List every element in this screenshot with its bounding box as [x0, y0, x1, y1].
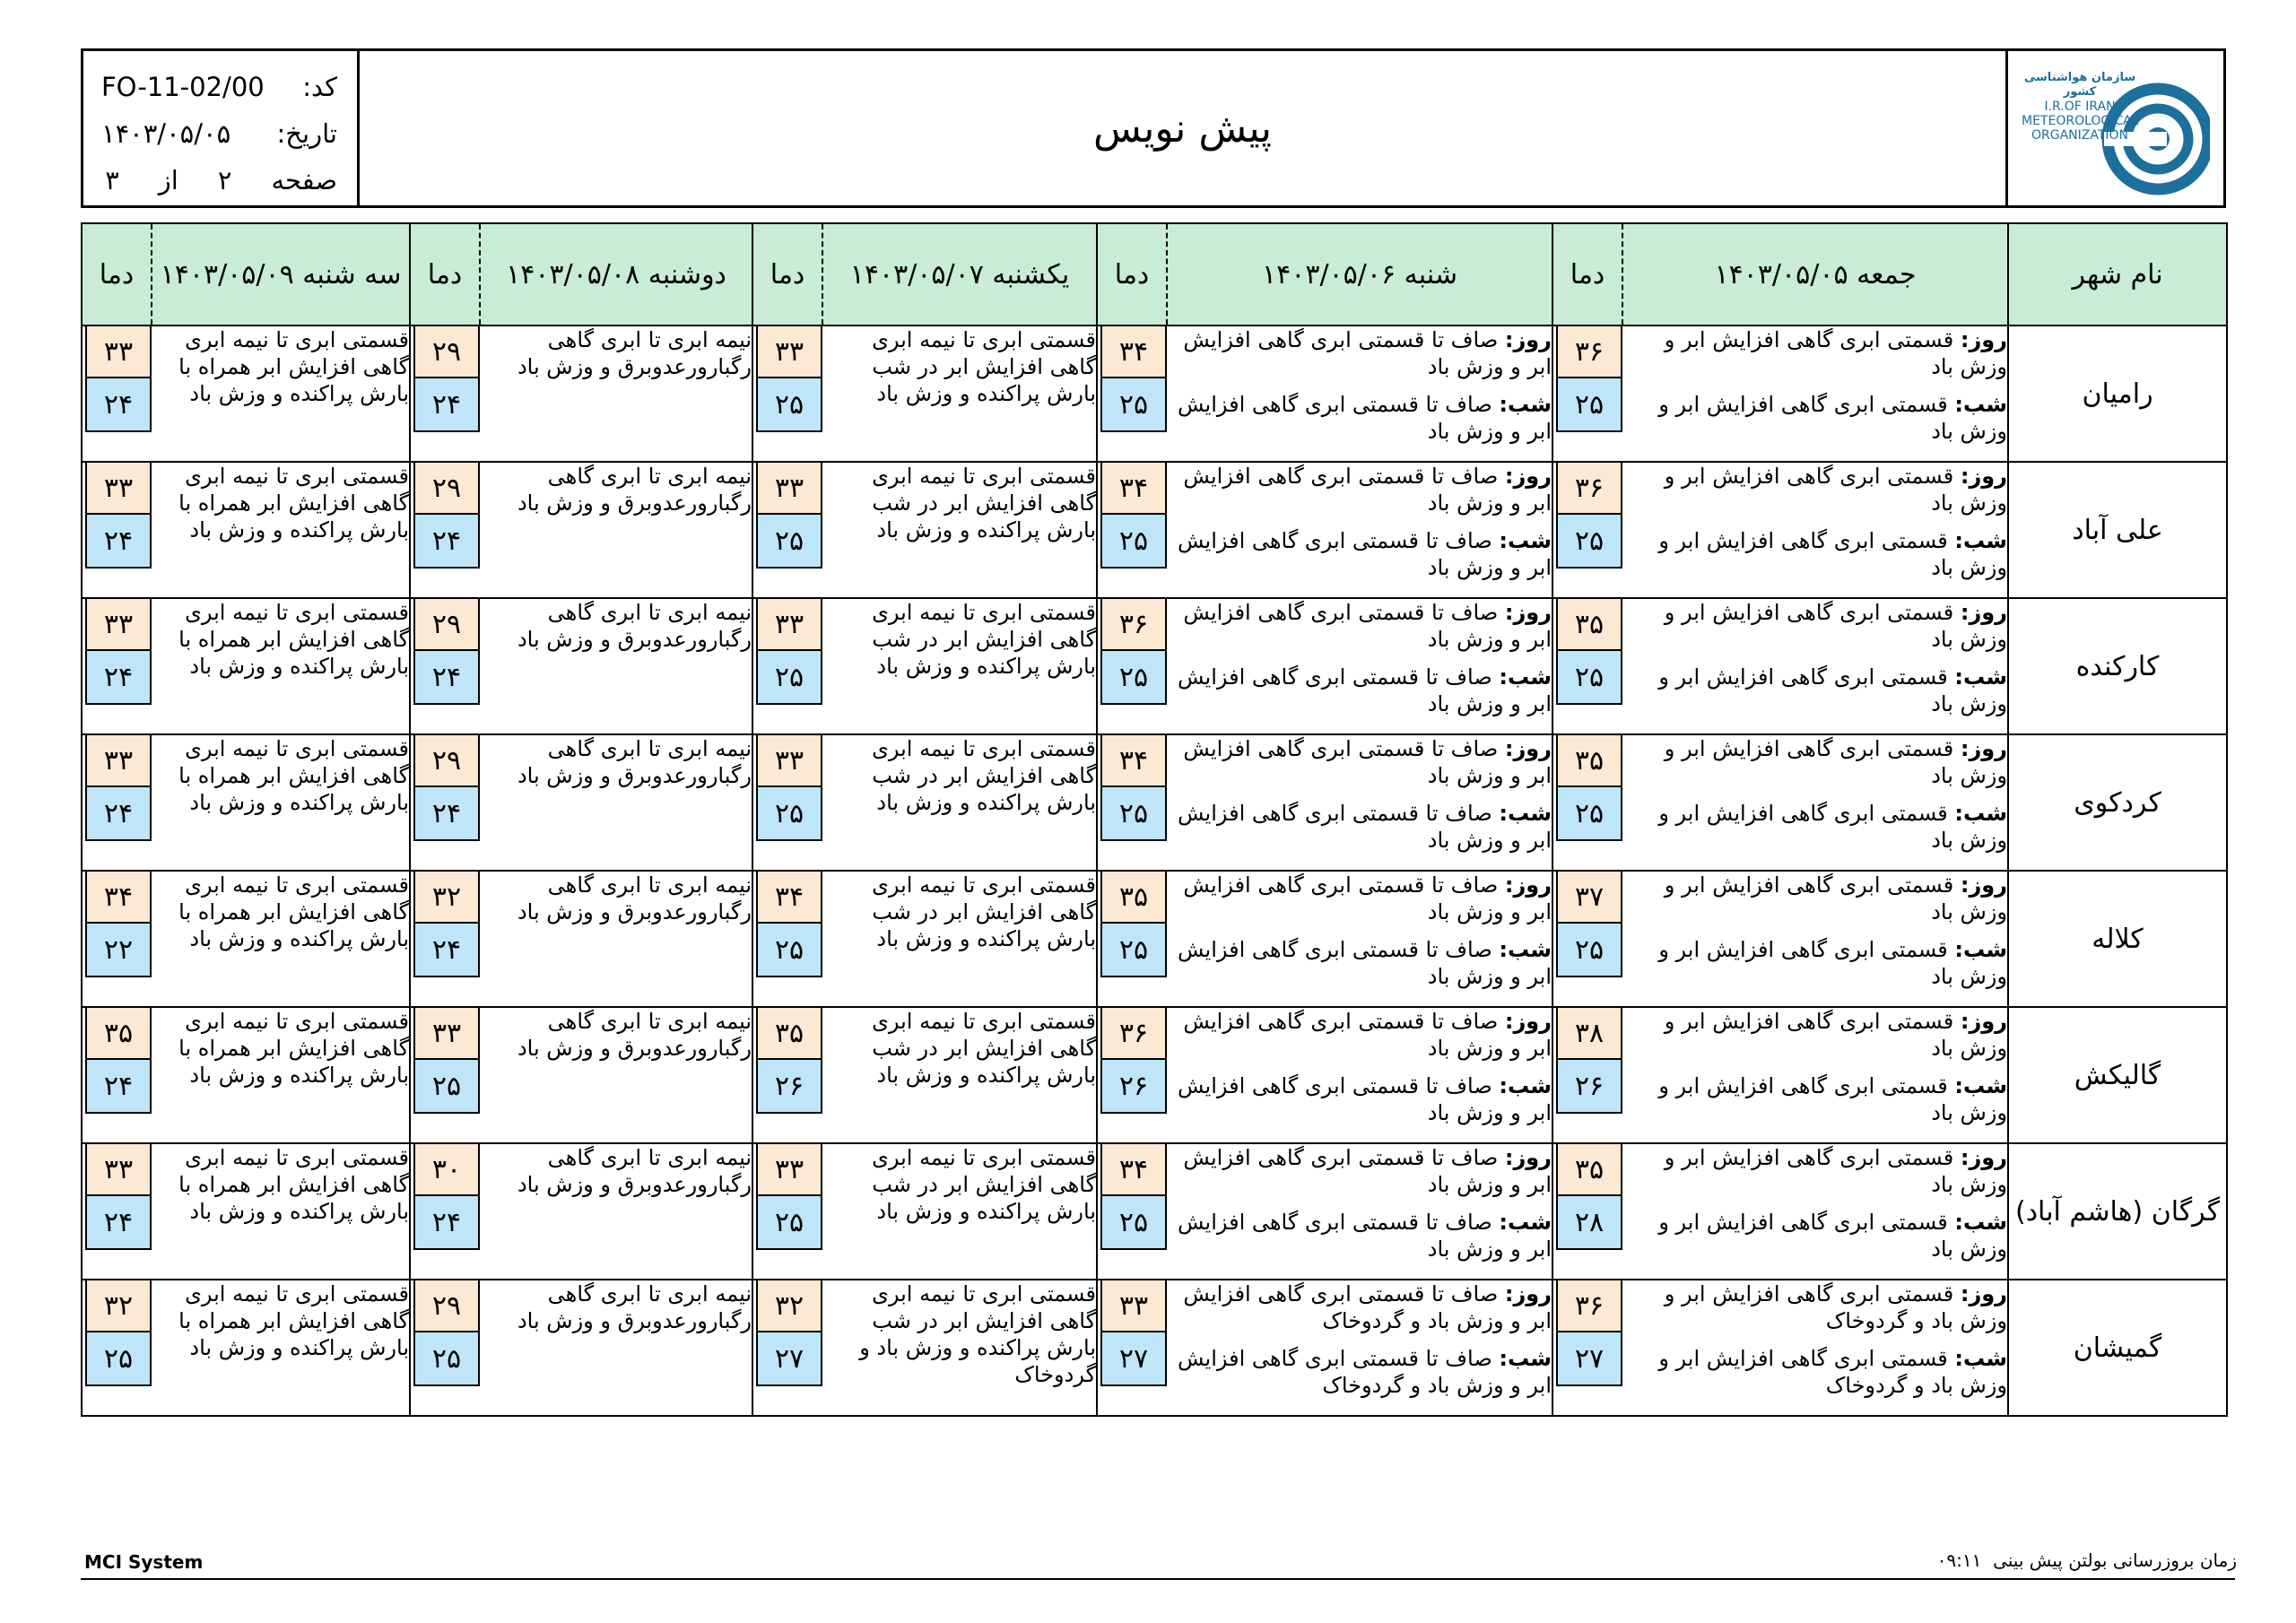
forecast-table — [81, 222, 2228, 1417]
temperature-cell — [1097, 871, 1167, 1007]
min-temp: ۲۷ — [756, 1332, 822, 1386]
temperature-cell — [1097, 598, 1167, 734]
temperature-cell — [1097, 734, 1167, 871]
temperature-cell — [82, 325, 152, 462]
temperature-cell — [410, 734, 480, 871]
min-temp: ۲۶ — [1556, 1060, 1622, 1114]
forecast-description: نیمه ابری تا ابری گاهی رگبارورعدوبرق و وزش باد — [480, 325, 752, 462]
temperature-cell — [410, 871, 480, 1007]
temperature-cell — [410, 462, 480, 598]
forecast-description: قسمتی ابری تا نیمه ابری گاهی افزایش ابر همراه با بارش پراکنده و وزش باد — [152, 1280, 410, 1416]
table-row — [82, 462, 2227, 598]
forecast-description: قسمتی ابری تا نیمه ابری گاهی افزایش ابر همراه با بارش پراکنده و وزش باد — [152, 734, 410, 871]
temperature-cell — [1097, 1007, 1167, 1143]
max-temp: ۳۳ — [85, 463, 152, 515]
table-row — [82, 1007, 2227, 1143]
temp-header: دما — [1097, 223, 1167, 325]
max-temp: ۳۳ — [85, 1144, 152, 1196]
min-temp: ۲۵ — [1100, 651, 1167, 705]
temperature-cell — [752, 325, 822, 462]
forecast-description: نیمه ابری تا ابری گاهی رگبارورعدوبرق و وزش باد — [480, 1143, 752, 1280]
day-header: یکشنبه ۱۴۰۳/۰۵/۰۷ — [822, 223, 1097, 325]
temperature-cell — [752, 871, 822, 1007]
max-temp: ۳۳ — [756, 1144, 822, 1196]
temp-header: دما — [410, 223, 480, 325]
page-row: صفحه ۲ از ۳ — [101, 157, 337, 204]
max-temp: ۲۹ — [413, 463, 480, 515]
city-name: کردکوی — [2008, 734, 2227, 871]
min-temp: ۲۵ — [1556, 787, 1622, 841]
forecast-rows — [82, 325, 2227, 1416]
min-temp: ۲۷ — [1100, 1332, 1167, 1386]
min-temp: ۲۵ — [756, 1196, 822, 1250]
min-temp: ۲۵ — [1100, 378, 1167, 432]
city-name: کلاله — [2008, 871, 2227, 1007]
max-temp: ۳۶ — [1556, 1280, 1622, 1332]
header-row — [82, 223, 2227, 325]
temperature-cell — [410, 325, 480, 462]
temp-header: دما — [752, 223, 822, 325]
forecast-description: قسمتی ابری تا نیمه ابری گاهی افزایش ابر در شب بارش پراکنده و وزش باد و گردوخاک — [822, 1280, 1097, 1416]
temperature-cell — [1097, 325, 1167, 462]
temperature-cell — [1097, 1143, 1167, 1280]
forecast-description: روز: صاف تا قسمتی ابری گاهی افزایش ابر و وزش باد شب: صاف تا قسمتی ابری گاهی افزایش ابر و وزش باد — [1167, 462, 1552, 598]
max-temp: ۳۶ — [1556, 326, 1622, 378]
day-header: دوشنبه ۱۴۰۳/۰۵/۰۸ — [480, 223, 752, 325]
forecast-description: نیمه ابری تا ابری گاهی رگبارورعدوبرق و وزش باد — [480, 1007, 752, 1143]
max-temp: ۳۴ — [1100, 1144, 1167, 1196]
temperature-cell — [82, 598, 152, 734]
min-temp: ۲۴ — [413, 787, 480, 841]
temp-header: دما — [82, 223, 152, 325]
forecast-description: نیمه ابری تا ابری گاهی رگبارورعدوبرق و وزش باد — [480, 734, 752, 871]
forecast-description: قسمتی ابری تا نیمه ابری گاهی افزایش ابر همراه با بارش پراکنده و وزش باد — [152, 1007, 410, 1143]
code-value: FO-11-02/00 — [101, 72, 265, 102]
page-number: ۲ — [217, 165, 232, 195]
day-header: جمعه ۱۴۰۳/۰۵/۰۵ — [1622, 223, 2008, 325]
min-temp: ۲۵ — [756, 787, 822, 841]
forecast-description: روز: صاف تا قسمتی ابری گاهی افزایش ابر و وزش باد شب: صاف تا قسمتی ابری گاهی افزایش ابر و وزش باد — [1167, 734, 1552, 871]
temperature-cell — [1552, 325, 1622, 462]
temperature-cell — [410, 1007, 480, 1143]
logo-cell — [2005, 51, 2223, 205]
temperature-cell — [410, 598, 480, 734]
forecast-description: قسمتی ابری تا نیمه ابری گاهی افزایش ابر در شب بارش پراکنده و وزش باد — [822, 598, 1097, 734]
forecast-description: قسمتی ابری تا نیمه ابری گاهی افزایش ابر در شب بارش پراکنده و وزش باد — [822, 871, 1097, 1007]
max-temp: ۳۲ — [756, 1280, 822, 1332]
forecast-description: قسمتی ابری تا نیمه ابری گاهی افزایش ابر همراه با بارش پراکنده و وزش باد — [152, 462, 410, 598]
forecast-description: روز: قسمتی ابری گاهی افزایش ابر و وزش باد شب: قسمتی ابری گاهی افزایش ابر و وزش باد — [1622, 871, 2008, 1007]
city-name: گرگان (هاشم آباد) — [2008, 1143, 2227, 1280]
max-temp: ۳۲ — [413, 872, 480, 924]
table-row — [82, 734, 2227, 871]
min-temp: ۲۵ — [1556, 378, 1622, 432]
min-temp: ۲۲ — [85, 924, 152, 977]
min-temp: ۲۵ — [1100, 1196, 1167, 1250]
min-temp: ۲۵ — [85, 1332, 152, 1386]
forecast-description: قسمتی ابری تا نیمه ابری گاهی افزایش ابر در شب بارش پراکنده و وزش باد — [822, 1007, 1097, 1143]
temperature-cell — [82, 1280, 152, 1416]
min-temp: ۲۵ — [1100, 515, 1167, 568]
temperature-cell — [82, 1007, 152, 1143]
max-temp: ۳۲ — [85, 1280, 152, 1332]
temperature-cell — [752, 1143, 822, 1280]
max-temp: ۳۵ — [85, 1008, 152, 1060]
date-value: ۱۴۰۳/۰۵/۰۵ — [101, 118, 231, 149]
min-temp: ۲۵ — [1556, 651, 1622, 705]
logo-text: سازمان هواشناسی کشور I.R.OF IRAN METEOROLOGICAL ORGANIZATION — [2022, 71, 2139, 143]
document-info — [83, 51, 360, 205]
temperature-cell — [1552, 598, 1622, 734]
temperature-cell — [1097, 462, 1167, 598]
temperature-cell — [752, 462, 822, 598]
min-temp: ۲۴ — [413, 651, 480, 705]
forecast-description: نیمه ابری تا ابری گاهی رگبارورعدوبرق و وزش باد — [480, 462, 752, 598]
forecast-description: نیمه ابری تا ابری گاهی رگبارورعدوبرق و وزش باد — [480, 1280, 752, 1416]
forecast-description: نیمه ابری تا ابری گاهی رگبارورعدوبرق و وزش باد — [480, 871, 752, 1007]
max-temp: ۳۷ — [1556, 872, 1622, 924]
temperature-cell — [1552, 462, 1622, 598]
table-row — [82, 325, 2227, 462]
temperature-cell — [1097, 1280, 1167, 1416]
min-temp: ۲۴ — [85, 1196, 152, 1250]
forecast-description: روز: قسمتی ابری گاهی افزایش ابر و وزش باد شب: قسمتی ابری گاهی افزایش ابر و وزش باد — [1622, 734, 2008, 871]
max-temp: ۳۸ — [1556, 1008, 1622, 1060]
forecast-description: روز: صاف تا قسمتی ابری گاهی افزایش ابر و وزش باد شب: صاف تا قسمتی ابری گاهی افزایش ابر و وزش باد — [1167, 1007, 1552, 1143]
forecast-description: روز: قسمتی ابری گاهی افزایش ابر و وزش باد شب: قسمتی ابری گاهی افزایش ابر و وزش باد — [1622, 1143, 2008, 1280]
document-title: پیش نویس — [1093, 105, 1272, 152]
max-temp: ۳۰ — [413, 1144, 480, 1196]
min-temp: ۲۴ — [85, 651, 152, 705]
city-column-header: نام شهر — [2008, 223, 2227, 325]
table-row — [82, 1280, 2227, 1416]
max-temp: ۲۹ — [413, 326, 480, 378]
city-name: گالیکش — [2008, 1007, 2227, 1143]
max-temp: ۳۳ — [413, 1008, 480, 1060]
max-temp: ۲۹ — [413, 735, 480, 787]
temperature-cell — [752, 734, 822, 871]
forecast-description: قسمتی ابری تا نیمه ابری گاهی افزایش ابر در شب بارش پراکنده و وزش باد — [822, 325, 1097, 462]
forecast-description: روز: قسمتی ابری گاهی افزایش ابر و وزش باد شب: قسمتی ابری گاهی افزایش ابر و وزش باد — [1622, 325, 2008, 462]
max-temp: ۳۳ — [85, 599, 152, 651]
max-temp: ۲۹ — [413, 1280, 480, 1332]
min-temp: ۲۵ — [413, 1332, 480, 1386]
temperature-cell — [1552, 1143, 1622, 1280]
table-row — [82, 598, 2227, 734]
max-temp: ۳۴ — [85, 872, 152, 924]
forecast-description: روز: قسمتی ابری گاهی افزایش ابر و وزش باد و گردوخاک شب: قسمتی ابری گاهی افزایش ابر و وزش باد و گردوخاک — [1622, 1280, 2008, 1416]
max-temp: ۳۵ — [1556, 1144, 1622, 1196]
max-temp: ۳۳ — [756, 326, 822, 378]
max-temp: ۳۶ — [1100, 1008, 1167, 1060]
city-name: علی آباد — [2008, 462, 2227, 598]
min-temp: ۲۸ — [1556, 1196, 1622, 1250]
min-temp: ۲۴ — [413, 1196, 480, 1250]
forecast-description: روز: صاف تا قسمتی ابری گاهی افزایش ابر و وزش باد شب: صاف تا قسمتی ابری گاهی افزایش ابر و وزش باد — [1167, 325, 1552, 462]
max-temp: ۳۵ — [1556, 735, 1622, 787]
temperature-cell — [410, 1143, 480, 1280]
temperature-cell — [410, 1280, 480, 1416]
update-time: ۰۹:۱۱ — [1936, 1549, 1982, 1571]
forecast-description: قسمتی ابری تا نیمه ابری گاهی افزایش ابر در شب بارش پراکنده و وزش باد — [822, 1143, 1097, 1280]
city-name: گمیشان — [2008, 1280, 2227, 1416]
temperature-cell — [1552, 1280, 1622, 1416]
min-temp: ۲۵ — [1100, 924, 1167, 977]
temperature-cell — [1552, 1007, 1622, 1143]
min-temp: ۲۵ — [1100, 787, 1167, 841]
min-temp: ۲۷ — [1556, 1332, 1622, 1386]
footer-divider — [81, 1578, 2235, 1580]
min-temp: ۲۴ — [413, 924, 480, 977]
footer-update-time: زمان بروزرسانی بولتن پیش بینی ۰۹:۱۱ — [1936, 1549, 2237, 1571]
max-temp: ۳۴ — [1100, 463, 1167, 515]
min-temp: ۲۶ — [1100, 1060, 1167, 1114]
forecast-description: روز: قسمتی ابری گاهی افزایش ابر و وزش باد شب: قسمتی ابری گاهی افزایش ابر و وزش باد — [1622, 462, 2008, 598]
day-header: سه شنبه ۱۴۰۳/۰۵/۰۹ — [152, 223, 410, 325]
forecast-description: روز: قسمتی ابری گاهی افزایش ابر و وزش باد شب: قسمتی ابری گاهی افزایش ابر و وزش باد — [1622, 1007, 2008, 1143]
min-temp: ۲۵ — [1556, 924, 1622, 977]
temperature-cell — [752, 1280, 822, 1416]
max-temp: ۳۵ — [756, 1008, 822, 1060]
table-row — [82, 1143, 2227, 1280]
max-temp: ۳۳ — [85, 735, 152, 787]
forecast-description: روز: صاف تا قسمتی ابری گاهی افزایش ابر و وزش باد و گردوخاک شب: صاف تا قسمتی ابری گاهی افزایش ابر و وزش باد و گردوخاک — [1167, 1280, 1552, 1416]
date-row: تاریخ: ۱۴۰۳/۰۵/۰۵ — [101, 110, 337, 157]
min-temp: ۲۴ — [413, 515, 480, 568]
temperature-cell — [752, 598, 822, 734]
max-temp: ۳۵ — [1100, 872, 1167, 924]
max-temp: ۳۴ — [1100, 326, 1167, 378]
city-name: کارکنده — [2008, 598, 2227, 734]
temperature-cell — [1552, 871, 1622, 1007]
document-header — [81, 48, 2226, 208]
meteorological-organization-logo — [2022, 56, 2210, 200]
temperature-cell — [82, 871, 152, 1007]
min-temp: ۲۴ — [85, 378, 152, 432]
max-temp: ۳۴ — [756, 872, 822, 924]
max-temp: ۳۳ — [756, 463, 822, 515]
code-row: کد: FO-11-02/00 — [101, 64, 337, 110]
temperature-cell — [82, 1143, 152, 1280]
max-temp: ۳۶ — [1556, 463, 1622, 515]
max-temp: ۳۳ — [85, 326, 152, 378]
min-temp: ۲۴ — [413, 378, 480, 432]
max-temp: ۳۴ — [1100, 735, 1167, 787]
max-temp: ۳۶ — [1100, 599, 1167, 651]
min-temp: ۲۵ — [1556, 515, 1622, 568]
forecast-description: قسمتی ابری تا نیمه ابری گاهی افزایش ابر همراه با بارش پراکنده و وزش باد — [152, 598, 410, 734]
temperature-cell — [82, 734, 152, 871]
temperature-cell — [752, 1007, 822, 1143]
table-row — [82, 871, 2227, 1007]
max-temp: ۲۹ — [413, 599, 480, 651]
max-temp: ۳۳ — [1100, 1280, 1167, 1332]
min-temp: ۲۵ — [756, 515, 822, 568]
min-temp: ۲۵ — [756, 651, 822, 705]
page-total: ۳ — [105, 165, 119, 195]
temperature-cell — [82, 462, 152, 598]
city-name: رامیان — [2008, 325, 2227, 462]
footer-system: MCI System — [84, 1551, 204, 1573]
max-temp: ۳۵ — [1556, 599, 1622, 651]
forecast-description: روز: صاف تا قسمتی ابری گاهی افزایش ابر و وزش باد شب: صاف تا قسمتی ابری گاهی افزایش ابر و وزش باد — [1167, 598, 1552, 734]
max-temp: ۳۳ — [756, 599, 822, 651]
forecast-description: قسمتی ابری تا نیمه ابری گاهی افزایش ابر همراه با بارش پراکنده و وزش باد — [152, 871, 410, 1007]
min-temp: ۲۶ — [756, 1060, 822, 1114]
min-temp: ۲۵ — [756, 924, 822, 977]
forecast-description: نیمه ابری تا ابری گاهی رگبارورعدوبرق و وزش باد — [480, 598, 752, 734]
min-temp: ۲۴ — [85, 787, 152, 841]
forecast-description: روز: صاف تا قسمتی ابری گاهی افزایش ابر و وزش باد شب: صاف تا قسمتی ابری گاهی افزایش ابر و وزش باد — [1167, 1143, 1552, 1280]
forecast-description: قسمتی ابری تا نیمه ابری گاهی افزایش ابر در شب بارش پراکنده و وزش باد — [822, 734, 1097, 871]
min-temp: ۲۵ — [756, 378, 822, 432]
forecast-description: قسمتی ابری تا نیمه ابری گاهی افزایش ابر همراه با بارش پراکنده و وزش باد — [152, 325, 410, 462]
temp-header: دما — [1552, 223, 1622, 325]
min-temp: ۲۵ — [413, 1060, 480, 1114]
min-temp: ۲۴ — [85, 515, 152, 568]
forecast-description: قسمتی ابری تا نیمه ابری گاهی افزایش ابر در شب بارش پراکنده و وزش باد — [822, 462, 1097, 598]
forecast-description: روز: صاف تا قسمتی ابری گاهی افزایش ابر و وزش باد شب: صاف تا قسمتی ابری گاهی افزایش ابر و وزش باد — [1167, 871, 1552, 1007]
temperature-cell — [1552, 734, 1622, 871]
day-header: شنبه ۱۴۰۳/۰۵/۰۶ — [1167, 223, 1552, 325]
forecast-description: قسمتی ابری تا نیمه ابری گاهی افزایش ابر همراه با بارش پراکنده و وزش باد — [152, 1143, 410, 1280]
min-temp: ۲۴ — [85, 1060, 152, 1114]
max-temp: ۳۳ — [756, 735, 822, 787]
forecast-description: روز: قسمتی ابری گاهی افزایش ابر و وزش باد شب: قسمتی ابری گاهی افزایش ابر و وزش باد — [1622, 598, 2008, 734]
